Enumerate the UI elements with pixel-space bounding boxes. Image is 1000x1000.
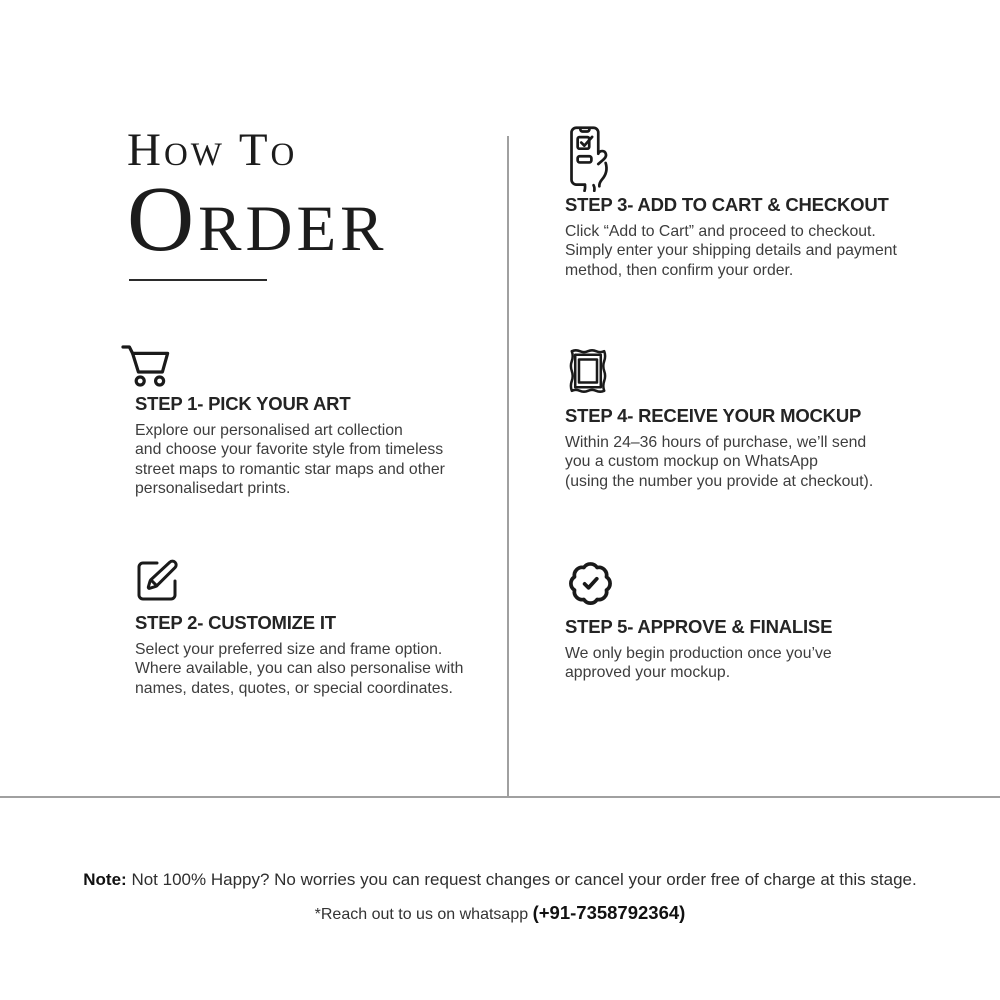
title-underline bbox=[129, 279, 267, 281]
step-2-heading: STEP 2- CUSTOMIZE IT bbox=[135, 612, 336, 633]
whatsapp-phone-number: (+91-7358792364) bbox=[532, 902, 686, 923]
step-2-customize-it bbox=[133, 557, 528, 698]
shopping-cart-icon bbox=[119, 341, 514, 391]
step-1-pick-your-art bbox=[119, 341, 514, 499]
footer-whatsapp-line bbox=[0, 900, 1000, 928]
badge-check-icon bbox=[567, 560, 967, 607]
page-title-line1: How To bbox=[127, 124, 298, 176]
step-5-heading: STEP 5- APPROVE & FINALISE bbox=[565, 616, 833, 637]
step-3-body: Click “Add to Cart” and proceed to checkout. Simply enter your shipping details and payment method, then confirm your order. bbox=[565, 223, 897, 279]
step-5-body: We only begin production once you’ve approved your mockup. bbox=[565, 645, 832, 682]
whatsapp-text: *Reach out to us on whatsapp bbox=[314, 906, 529, 923]
horizontal-divider bbox=[0, 796, 1000, 798]
step-5-approve-finalise bbox=[567, 560, 967, 683]
page-title-line2: Order bbox=[127, 168, 388, 272]
step-2-body: Select your preferred size and frame option. Where available, you can also personalise with names, dates, quotes, or special coordinates. bbox=[135, 641, 464, 697]
step-1-heading: STEP 1- PICK YOUR ART bbox=[135, 393, 351, 414]
step-1-body: Explore our personalised art collection and choose your favorite style from timeless street maps to romantic star maps and other personalisedart prints. bbox=[135, 422, 445, 498]
edit-pencil-icon bbox=[133, 557, 528, 605]
step-4-body: Within 24–36 hours of purchase, we’ll send you a custom mockup on WhatsApp (using the number you provide at checkout). bbox=[565, 434, 874, 490]
page-title bbox=[127, 126, 388, 281]
step-4-receive-your-mockup bbox=[566, 344, 966, 491]
note-label: Note: bbox=[83, 870, 127, 889]
note-text: Not 100% Happy? No worries you can request changes or cancel your order free of charge at this stage. bbox=[131, 870, 917, 889]
step-4-heading: STEP 4- RECEIVE YOUR MOCKUP bbox=[565, 405, 862, 426]
footer-note bbox=[0, 869, 1000, 891]
phone-checkout-icon bbox=[565, 122, 965, 192]
step-3-heading: STEP 3- ADD TO CART & CHECKOUT bbox=[565, 194, 889, 215]
step-3-add-to-cart-checkout bbox=[565, 122, 965, 280]
picture-frame-icon bbox=[566, 344, 966, 398]
